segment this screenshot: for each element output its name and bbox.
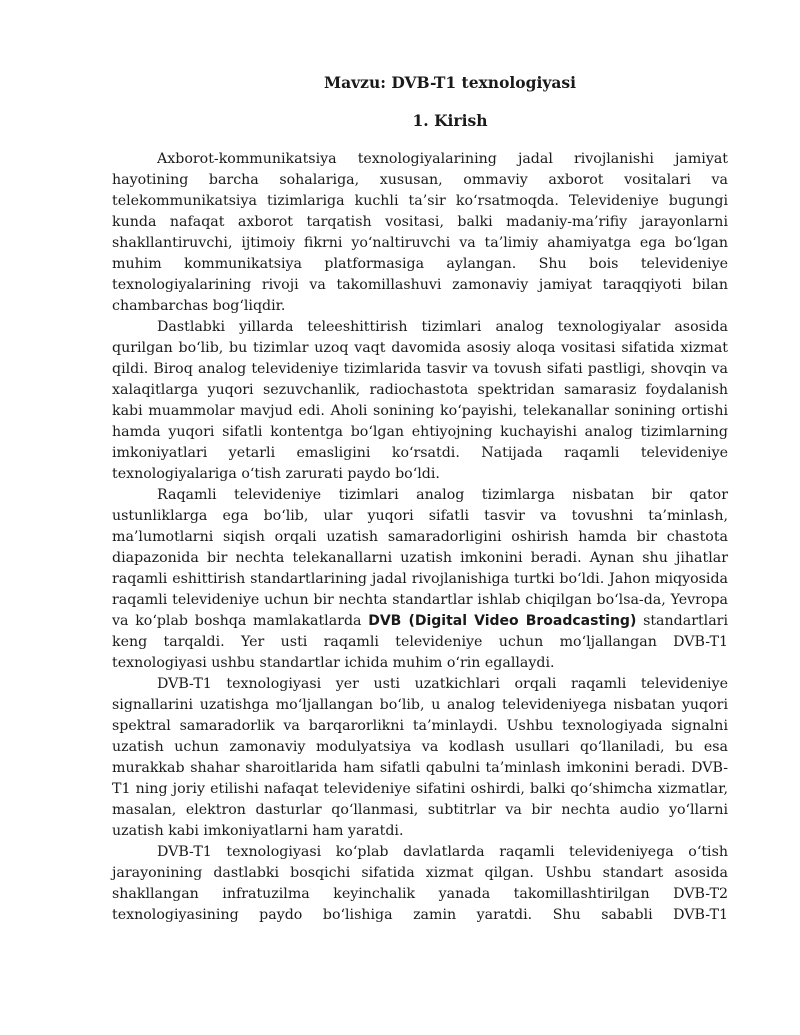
paragraph-2: Dastlabki yillarda teleeshittirish tizimlari analog texnologiyalar asosida qurilgan bo‘lib, bu tizimlar uzoq vaqt davomida asosiy aloqa vositasi sifatida xizmat qildi. Biroq analog televideniye tizimlarida tasvir va tovush sifati pastligi, shovqin va xalaqitlarga yuqori sezuvchanlik, radiochastota spektridan samarasiz foydalanish kabi muammolar mavjud edi. Aholi sonining ko‘payishi, telekanallar sonining ortishi hamda yuqori sifatli kontentga bo‘lgan ehtiyojning kuchayishi analog tizimlarning imkoniyatlari yetarli emasligini ko‘rsatdi. Natijada raqamli televideniye texnologiyalariga o‘tish zarurati paydo bo‘ldi. [112, 319, 728, 482]
document-page [112, 70, 728, 926]
document-title: Mavzu: DVB-T1 texnologiyasi [323, 73, 577, 92]
paragraph-4: DVB-T1 texnologiyasi yer usti uzatkichlari orqali raqamli televideniye signallarini uzatishga mo‘ljallangan bo‘lib, u analog televideniyega nisbatan yuqori spektral samaradorlik va barqarorlikni ta’minlaydi. Ushbu texnologiyada signalni uzatish uchun zamonaviy modulyatsiya va kodlash usullari qo‘llaniladi, bu esa murakkab shahar sharoitlarida ham sifatli qabulni ta’minlash imkonini beradi. DVB-T1 ning joriy etilishi nafaqat televideniye sifatini oshirdi, balki qo‘shimcha xizmatlar, masalan, elektron dasturlar qo‘llanmasi, subtitrlar va bir nechta audio yo‘llarni uzatish kabi imkoniyatlarni ham yaratdi. [112, 676, 728, 839]
paragraph-3-bold-term: DVB (Digital Video Broadcasting) [368, 613, 637, 629]
paragraph-3 [112, 485, 728, 674]
paragraph-5: DVB-T1 texnologiyasi ko‘plab davlatlarda raqamli televideniyega o‘tish jarayonining dastlabki bosqichi sifatida xizmat qilgan. Ushbu standart asosida shakllangan infratuzilma keyinchalik yanada takomillashtirilgan DVB-T2 texnologiyasining paydo bo‘lishiga zamin yaratdi. Shu sababli DVB-T1 [112, 844, 728, 923]
paragraph-1: Axborot-kommunikatsiya texnologiyalarining jadal rivojlanishi jamiyat hayotining barcha sohalariga, xususan, ommaviy axborot vositalari va telekommunikatsiya tizimlariga kuchli ta’sir ko‘rsatmoqda. Televideniye bugungi kunda nafaqat axborot tarqatish vositasi, balki madaniy-ma’rifiy jarayonlarni shakllantiruvchi, ijtimoiy fikrni yo‘naltiruvchi va ta’limiy ahamiyatga ega bo‘lgan muhim kommunikatsiya platformasiga aylangan. Shu bois televideniye texnologiyalarining rivoji va takomillashuvi zamonaviy jamiyat taraqqiyoti bilan chambarchas bog‘liqdir. [112, 151, 728, 314]
paragraph-3-text-start: Raqamli televideniye tizimlari analog tizimlarga nisbatan bir qator ustunliklarga ega bo‘lib, ular yuqori sifatli tasvir va tovushni ta’minlash, ma’lumotlarni siqish orqali uzatish samaradorligini oshirish hamda bir chastota diapazonida bir nechta telekanallarni uzatish imkonini beradi. Aynan shu jihatlar raqamli eshittirish standartlarining jadal rivojlanishiga turtki bo‘ldi. Jahon miqyosida raqamli televideniye uchun bir nechta standartlar ishlab chiqilgan bo‘lsa-da, Yevropa va ko‘plab boshqa mamlakatlarda [112, 487, 728, 629]
section-heading: 1. Kirish [412, 111, 488, 130]
paragraph-3-text-end: standartlari keng tarqaldi. Yer usti raqamli televideniye uchun mo‘ljallangan DVB-T1 texnologiyasi ushbu standartlar ichida muhim o‘rin egallaydi. [112, 613, 728, 671]
